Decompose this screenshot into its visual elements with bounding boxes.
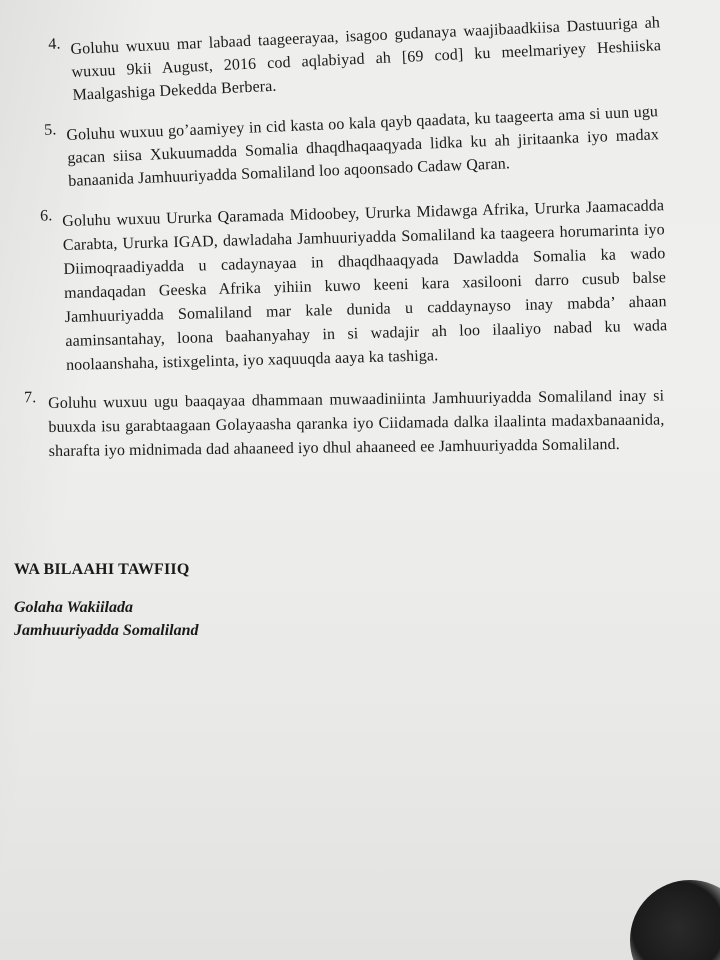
resolution-item-7 <box>23 384 665 464</box>
item-text: Goluhu wuxuu ugu baaqayaa dhammaan muwaadiniinta Jamhuuriyadda Somaliland inay si buuxda isu garabtaagaan Golayaasha qaranka iyo Ciidamada dalka ilaalinta madaxbanaanida, sharafta iyo midnimada dad ahaaneed iyo dhul ahaaneed ee Jamhuuriyadda Somaliland. <box>48 387 665 460</box>
signatory-country: Jamhuuriyadda Somaliland <box>14 622 199 639</box>
item-number: 6. <box>39 207 53 225</box>
resolution-item-4 <box>47 11 663 107</box>
item-text: Goluhu wuxuu Ururka Qaramada Midoobey, Ururka Midawga Afrika, Ururka Jaamacadda Carabta, Ururka IGAD, dawladaha Jamhuuriyadda Somaliland ka taageera horumarinta iyo Diimoqraadiyadda u cadaynayaa in dhaqdhaaqyada Dawladda Somalia ka wado mandaqadan Geeska Afrika yihiin kuwo keeni kara xasilooni darro cusub balse Jamhuuriyadda Somaliland mar kale dunida u caddaynayso inay mabda’ ahaan aaminsantahay, loona baahanyahay in si wadajir ah loo ilaaliyo nabad ku wada noolaanshaha, istixgelinta, iyo xaquuqda aaya ka tashiga. <box>62 197 668 374</box>
item-text: Goluhu wuxuu mar labaad taageerayaa, isagoo gudanaya waajibaadkiisa Dastuuriga ah wuxuu 9kii August, 2016 cod aqlabiyad ah [69 cod] ku meelmariyey Heshiiska Maalgashiga Dekedda Berbera. <box>70 14 662 104</box>
item-number: 4. <box>47 35 61 53</box>
item-text: Goluhu wuxuu go’aamiyey in cid kasta oo kala qayb qaadata, ku taageerta ama si uun ugu gacan siisa Xukuumadda Somalia dhaqdhaqaaqyada lidka ku ah jiritaanka iyo madax banaanida Jamhuuriyadda Somaliland loo aqoonsado Cadaw Qaran. <box>66 103 660 190</box>
resolution-item-6 <box>39 194 668 378</box>
closing-phrase: WA BILAAHI TAWFIIQ <box>14 561 190 578</box>
resolution-item-5 <box>43 100 660 193</box>
photo-shadow-corner <box>630 880 720 960</box>
item-number: 5. <box>43 121 57 139</box>
item-number: 7. <box>23 389 37 407</box>
signatory-organization: Golaha Wakiilada <box>14 599 133 616</box>
